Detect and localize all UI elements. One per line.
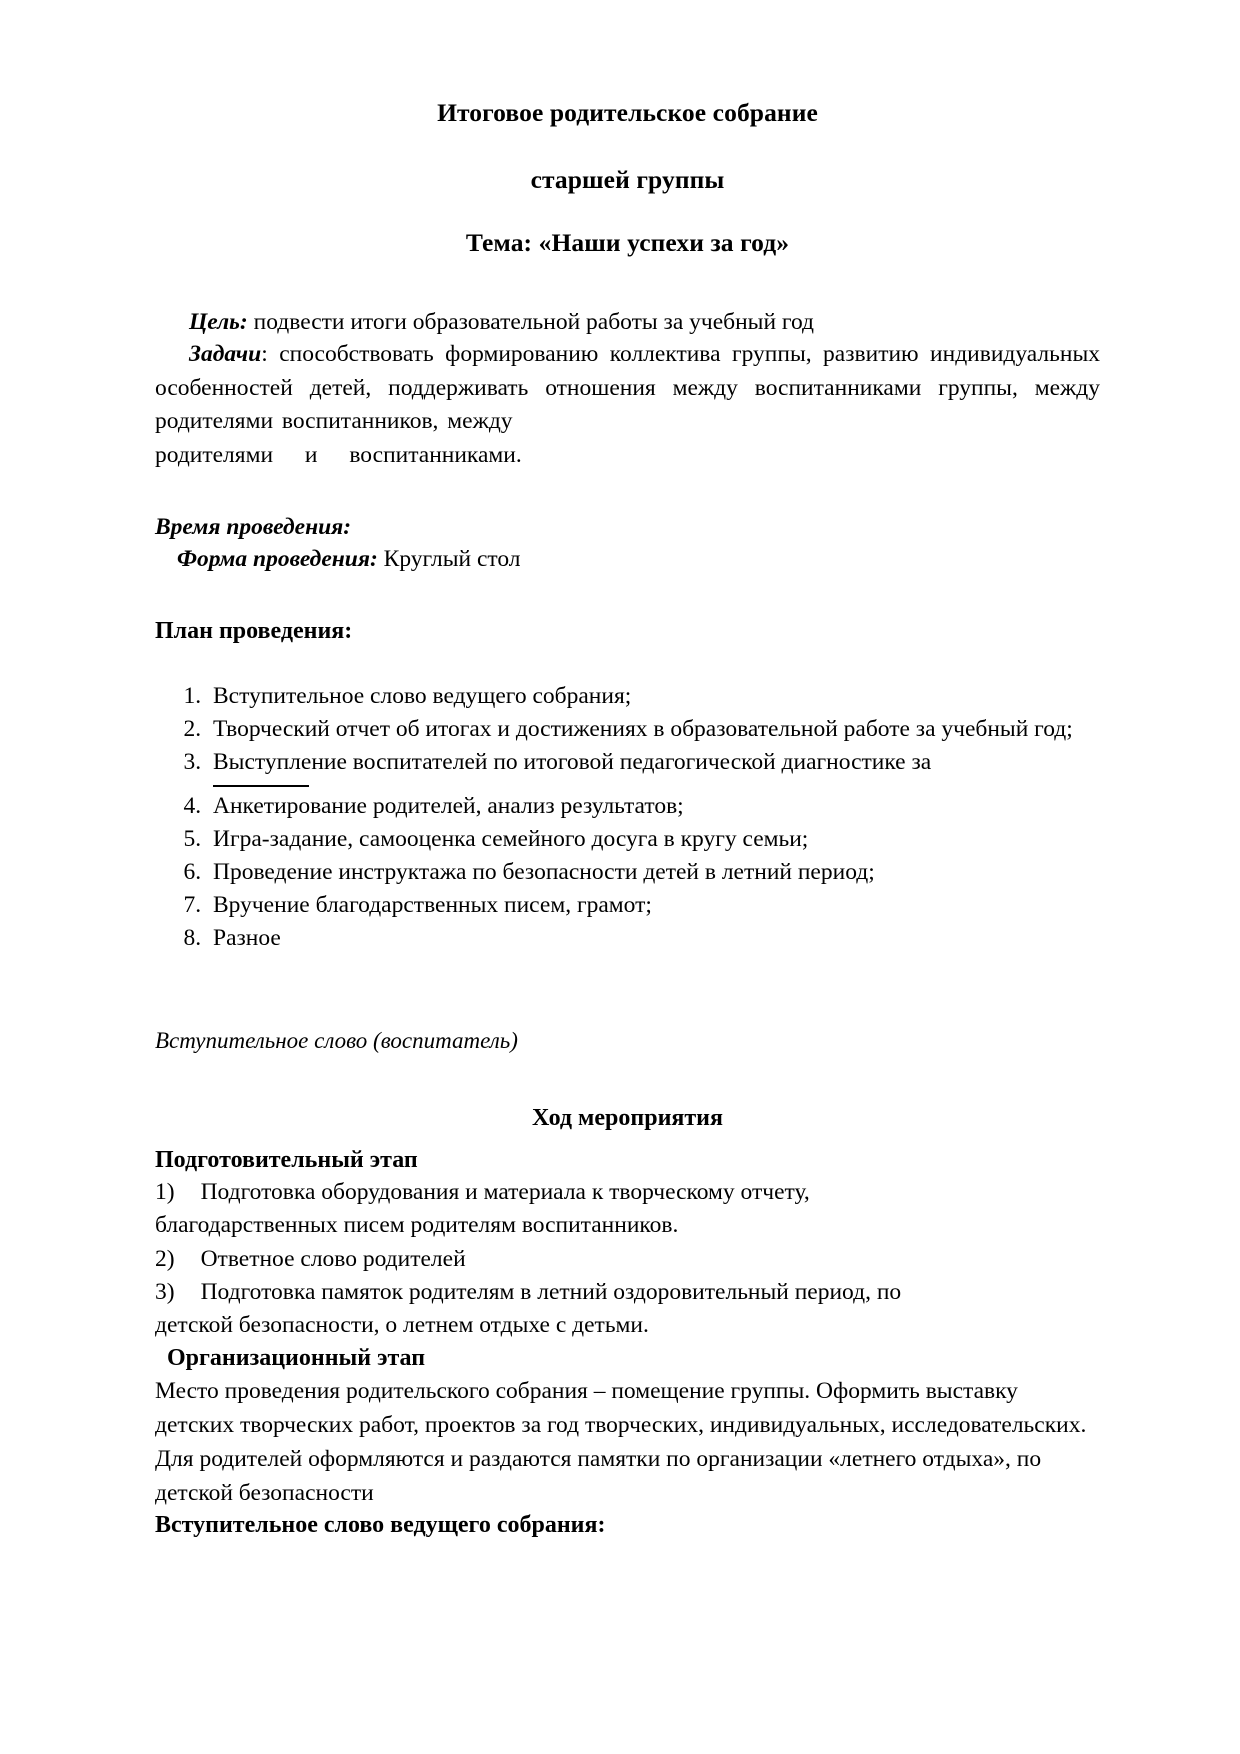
goal-paragraph (155, 307, 1100, 338)
list-item: 3. Выступление воспитателей по итоговой педагогической диагностике за (207, 747, 1100, 779)
document-title-block (155, 96, 1100, 259)
list-item: 4. Анкетирование родителей, анализ результатов; (207, 791, 1100, 823)
prep-item-1-continuation: благодарственных писем родителям воспитанников. (155, 1212, 679, 1239)
course-heading: Ход мероприятия (532, 1105, 723, 1132)
time-label: Время проведения: (155, 513, 352, 540)
list-item: 6. Проведение инструктажа по безопасности детей в летний период; (207, 857, 1100, 889)
list-item: 2. Творческий отчет об итогах и достижениях в образовательной работе за учебный год; (207, 714, 1100, 746)
list-item: 8. Разное (207, 923, 1100, 955)
prep-item-2-number: 2) (155, 1245, 175, 1272)
list-item: 5. Игра-задание, самооценка семейного досуга в кругу семьи; (207, 824, 1100, 856)
blank-fill-in-line (213, 785, 309, 787)
plan-heading: План проведения: (155, 617, 353, 644)
prep-item-1 (155, 1176, 1100, 1209)
list-item: 7. Вручение благодарственных писем, грамот; (207, 890, 1100, 922)
prep-item-3 (155, 1276, 1100, 1309)
tasks-last-line-text: родителями и воспитанниками. (155, 441, 522, 468)
prep-item-2 (155, 1243, 1100, 1276)
prep-item-1-text: Подготовка оборудования и материала к творческому отчету, (200, 1178, 810, 1205)
form-label: Форма проведения: (177, 545, 378, 572)
prep-item-3-text: Подготовка памяток родителям в летний оздоровительный период, по (200, 1278, 902, 1305)
prep-item-2-text: Ответное слово родителей (200, 1245, 466, 1272)
plan-list-continued (155, 791, 1100, 955)
page-title-line-3: Тема: «Наши успехи за год» (465, 228, 790, 258)
goal-text: подвести итоги образовательной работы за учебный год (247, 309, 814, 336)
prep-item-3-continuation: детской безопасности, о летнем отдыхе с детьми. (155, 1312, 649, 1339)
form-paragraph (155, 544, 1100, 576)
form-value: Круглый стол (377, 545, 521, 572)
goal-label: Цель: (189, 309, 248, 336)
org-stage-heading: Организационный этап (167, 1344, 426, 1371)
plan-list (155, 681, 1100, 779)
tasks-last-line (155, 439, 1100, 472)
tasks-text: : способствовать формированию коллектива группы, развитию индивидуальных особенностей детей, поддерживать отношения между воспитанниками группы, между родителями воспитанников, между (155, 341, 1100, 435)
tasks-paragraph (155, 338, 1100, 438)
time-paragraph (155, 512, 1100, 544)
closing-heading: Вступительное слово ведущего собрания: (155, 1512, 606, 1539)
page-title-line-1: Итоговое родительское собрание (437, 98, 818, 127)
prep-item-3-number: 3) (155, 1278, 175, 1305)
list-item: 1. Вступительное слово ведущего собрания; (207, 681, 1100, 713)
intro-note: Вступительное слово (воспитатель) (155, 1027, 518, 1053)
prep-item-1-number: 1) (155, 1178, 175, 1205)
tasks-label: Задачи (189, 341, 262, 368)
org-stage-text: Место проведения родительского собрания – помещение группы. Оформить выставку детских творческих работ, проектов за год творческих, индивидуальных, исследовательских. Для родителей оформляются и раздаются памятки по организации «летнего отдыха», по детской безопасности (155, 1377, 1087, 1507)
page-title-line-2: старшей группы (530, 165, 725, 195)
prep-stage-heading: Подготовительный этап (155, 1146, 418, 1173)
